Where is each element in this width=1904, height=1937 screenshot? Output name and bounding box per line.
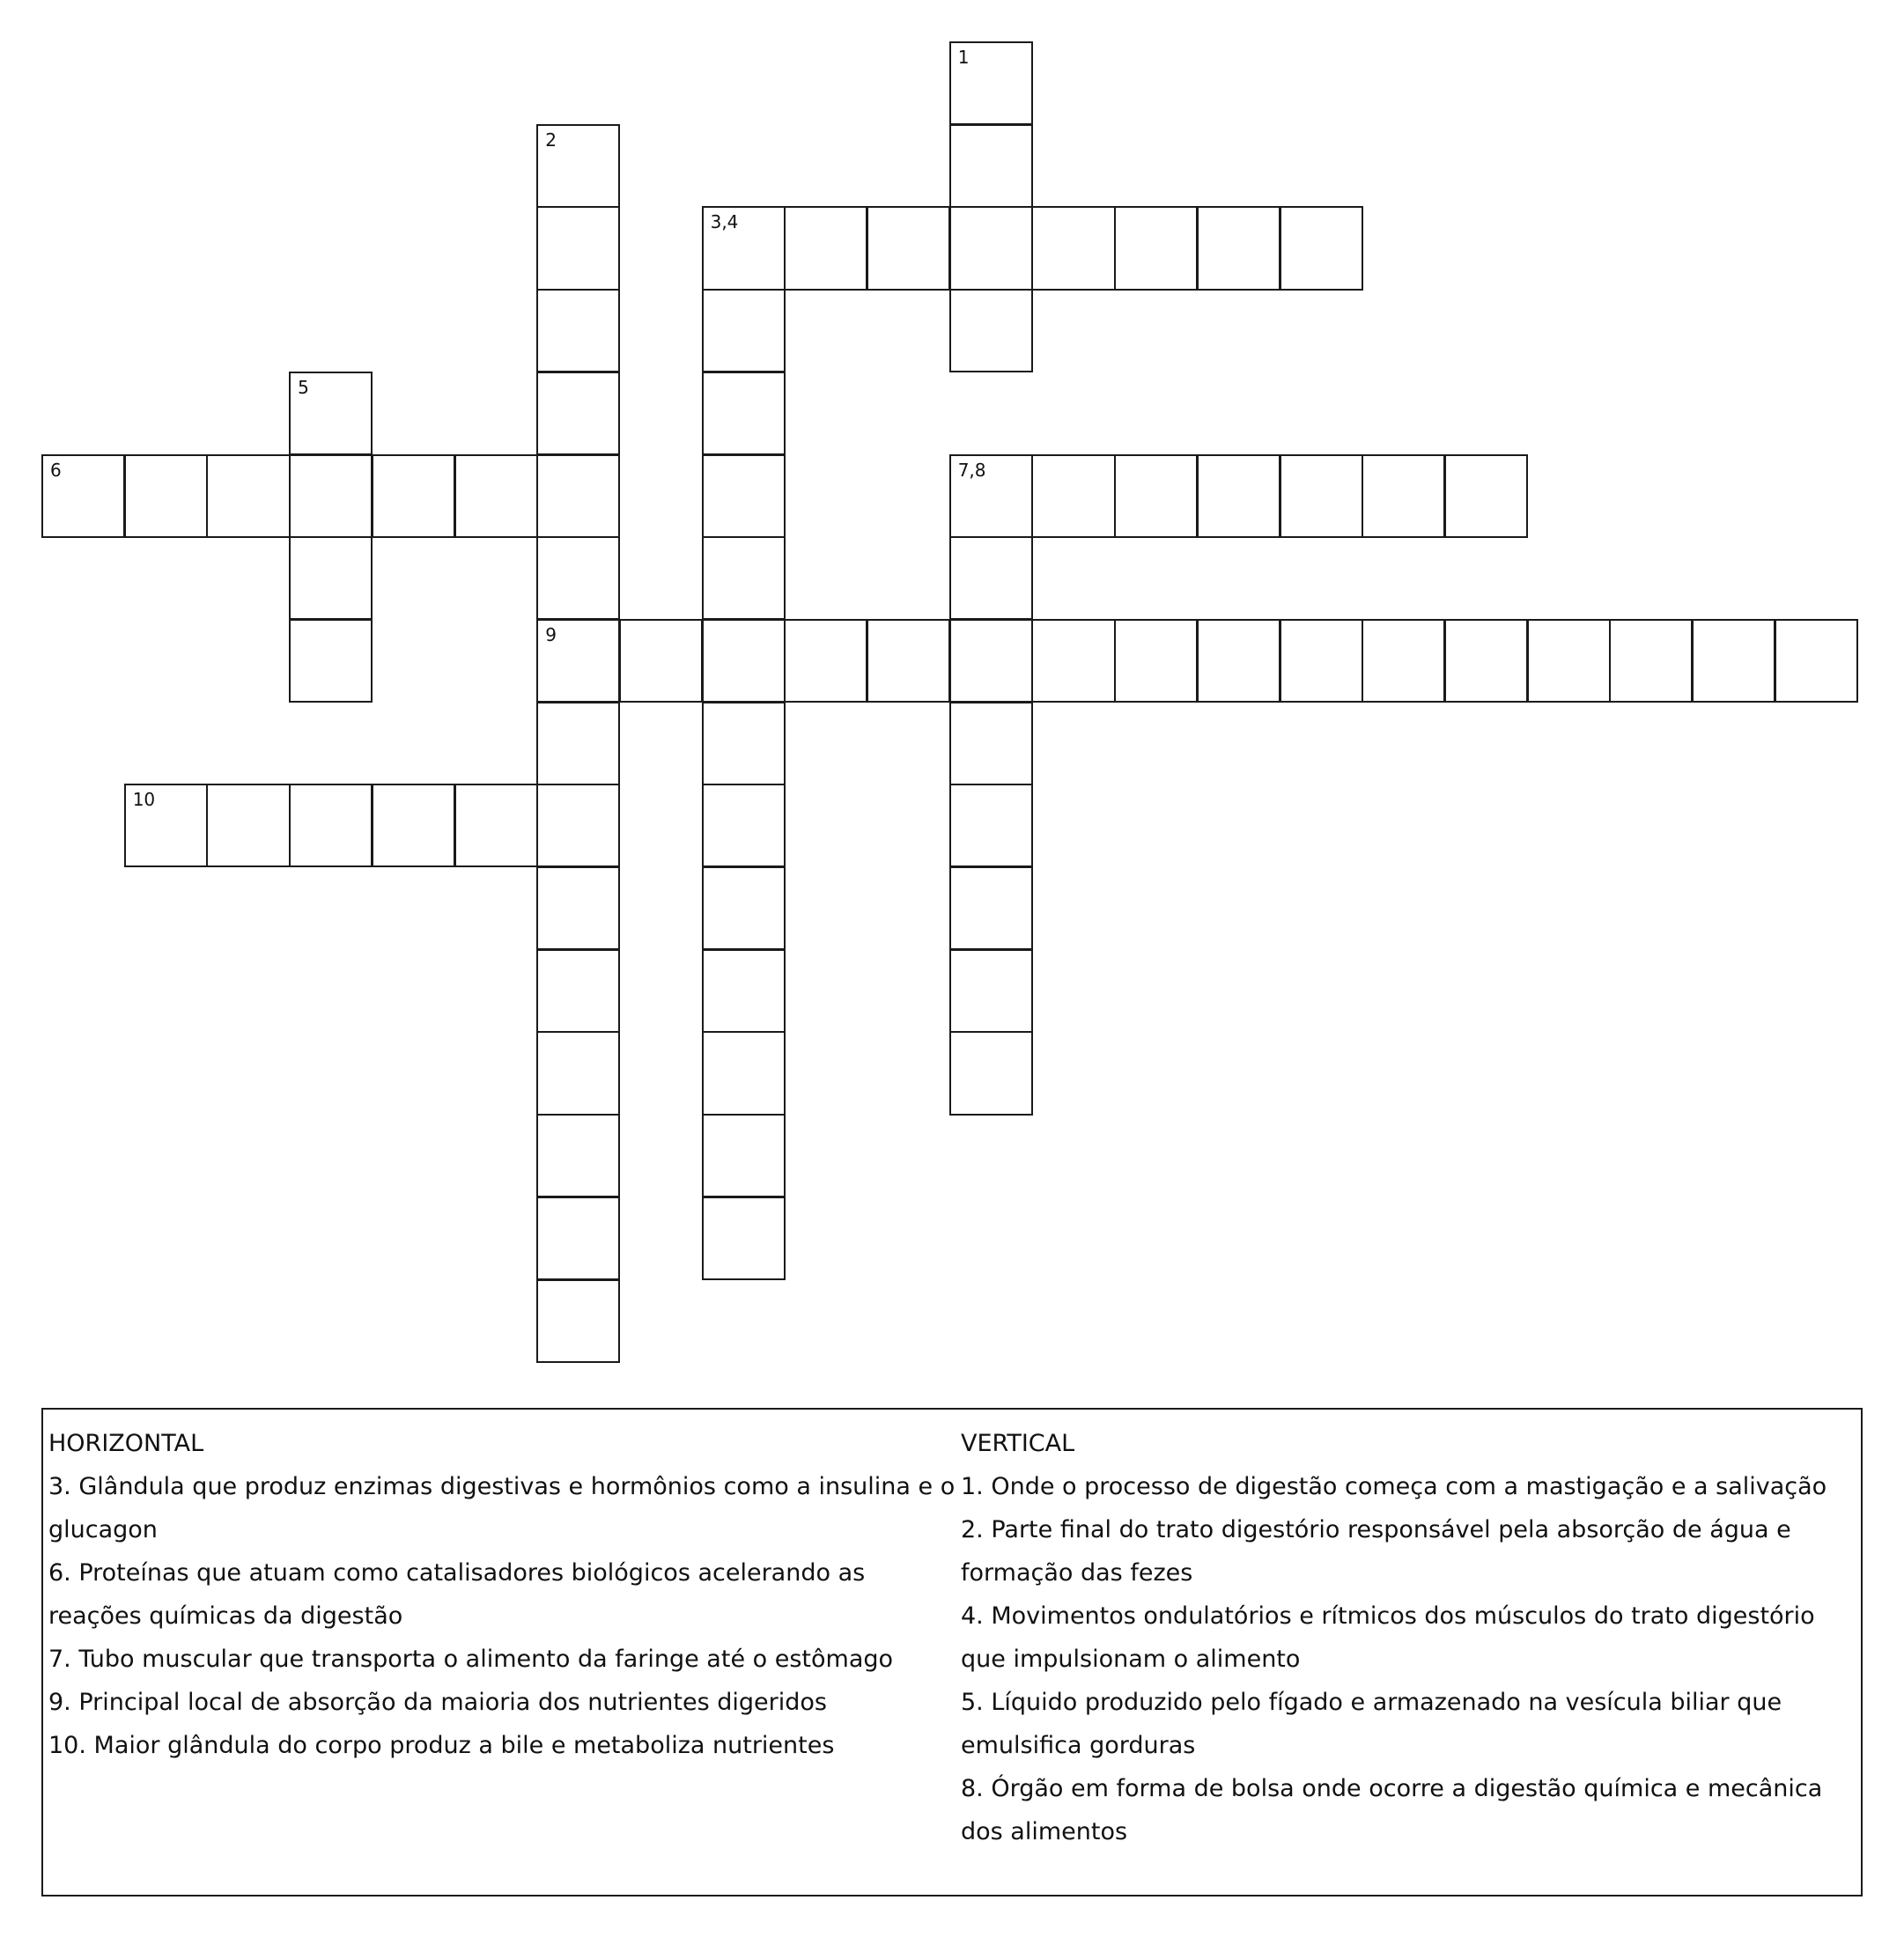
crossword-cell[interactable] — [206, 454, 290, 538]
crossword-cell[interactable] — [1362, 454, 1445, 538]
crossword-cell[interactable] — [702, 866, 786, 950]
crossword-cell[interactable] — [536, 866, 620, 950]
clue-number: 7,8 — [957, 459, 986, 481]
crossword-cell[interactable] — [289, 536, 373, 620]
clue-number: 9 — [545, 623, 557, 645]
crossword-cell[interactable] — [1444, 619, 1528, 703]
crossword-cell[interactable] — [702, 702, 786, 785]
clue-horizontal-7: 7. Tubo muscular que transporta o alimento da faringe até o estômago — [48, 1646, 894, 1673]
crossword-cell[interactable] — [702, 784, 786, 867]
horizontal-heading: HORIZONTAL — [48, 1430, 204, 1457]
clue-number: 2 — [545, 129, 557, 151]
crossword-cell[interactable] — [702, 1114, 786, 1197]
crossword-cell[interactable] — [536, 536, 620, 620]
clue-vertical-8: 8. Órgão em forma de bolsa onde ocorre a digestão química e mecânica dos alimentos — [961, 1775, 1823, 1845]
crossword-cell[interactable] — [702, 619, 786, 703]
clue-horizontal-9: 9. Principal local de absorção da maioria dos nutrientes digeridos — [48, 1689, 827, 1716]
clue-horizontal-3: 3. Glândula que produz enzimas digestivas e hormônios como a insulina e o glucagon — [48, 1473, 956, 1543]
crossword-cell[interactable] — [454, 454, 538, 538]
crossword-cell[interactable] — [454, 784, 538, 867]
crossword-cell[interactable] — [867, 619, 950, 703]
crossword-cell[interactable] — [289, 454, 373, 538]
crossword-cell[interactable] — [1031, 454, 1115, 538]
clue-number: 5 — [298, 376, 309, 398]
crossword-cell[interactable] — [1527, 619, 1611, 703]
horizontal-clues — [48, 1422, 956, 1767]
crossword-cell[interactable] — [702, 289, 786, 372]
crossword-cell[interactable] — [702, 536, 786, 620]
crossword-cell[interactable] — [536, 702, 620, 785]
crossword-cell[interactable] — [1280, 619, 1363, 703]
crossword-cell[interactable] — [289, 372, 373, 455]
crossword-cell[interactable] — [949, 619, 1033, 703]
crossword-cell[interactable] — [949, 784, 1033, 867]
clue-vertical-4: 4. Movimentos ondulatórios e rítmicos dos músculos do trato digestório que impulsionam o alimento — [961, 1602, 1815, 1673]
crossword-cell[interactable] — [536, 1197, 620, 1280]
clue-vertical-1: 1. Onde o processo de digestão começa com a mastigação e a salivação — [961, 1473, 1827, 1500]
crossword-cell[interactable] — [536, 1279, 620, 1363]
clue-vertical-5: 5. Líquido produzido pelo fígado e armazenado na vesícula biliar que emulsifica gorduras — [961, 1689, 1782, 1759]
crossword-cell[interactable] — [949, 289, 1033, 372]
crossword-cell[interactable] — [41, 454, 125, 538]
crossword-cell[interactable] — [702, 949, 786, 1033]
crossword-cell[interactable] — [949, 702, 1033, 785]
crossword-cell[interactable] — [784, 619, 867, 703]
clues-panel — [41, 1408, 1863, 1896]
crossword-cell[interactable] — [949, 206, 1033, 290]
clue-number: 3,4 — [710, 211, 739, 233]
crossword-cell[interactable] — [1444, 454, 1528, 538]
crossword-cell[interactable] — [536, 372, 620, 455]
crossword-cell[interactable] — [536, 949, 620, 1033]
crossword-cell[interactable] — [949, 536, 1033, 620]
crossword-cell[interactable] — [702, 1031, 786, 1115]
clue-number: 6 — [50, 459, 62, 481]
crossword-cell[interactable] — [536, 619, 620, 703]
crossword-cell[interactable] — [702, 206, 786, 290]
crossword-cell[interactable] — [206, 784, 290, 867]
crossword-cell[interactable] — [536, 124, 620, 208]
crossword-cell[interactable] — [536, 1031, 620, 1115]
clue-horizontal-10: 10. Maior glândula do corpo produz a bile e metaboliza nutrientes — [48, 1732, 835, 1759]
crossword-cell[interactable] — [1031, 619, 1115, 703]
crossword-cell[interactable] — [949, 949, 1033, 1033]
crossword-cell[interactable] — [536, 454, 620, 538]
crossword-cell[interactable] — [124, 784, 208, 867]
crossword-cell[interactable] — [949, 1031, 1033, 1115]
clue-number: 10 — [132, 789, 156, 811]
crossword-cell[interactable] — [949, 41, 1033, 125]
vertical-heading: VERTICAL — [961, 1430, 1075, 1457]
crossword-cell[interactable] — [1197, 454, 1280, 538]
crossword-cell[interactable] — [1609, 619, 1693, 703]
crossword-cell[interactable] — [949, 454, 1033, 538]
crossword-cell[interactable] — [867, 206, 950, 290]
crossword-cell[interactable] — [1280, 454, 1363, 538]
crossword-cell[interactable] — [784, 206, 867, 290]
crossword-cell[interactable] — [372, 454, 455, 538]
crossword-cell[interactable] — [1692, 619, 1775, 703]
crossword-cell[interactable] — [949, 866, 1033, 950]
crossword-cell[interactable] — [619, 619, 703, 703]
crossword-cell[interactable] — [289, 619, 373, 703]
crossword-cell[interactable] — [949, 124, 1033, 208]
crossword-cell[interactable] — [536, 289, 620, 372]
vertical-clues — [961, 1422, 1859, 1853]
crossword-cell[interactable] — [1114, 206, 1198, 290]
crossword-cell[interactable] — [1775, 619, 1858, 703]
clue-horizontal-6: 6. Proteínas que atuam como catalisadores biológicos acelerando as reações químicas da digestão — [48, 1559, 866, 1630]
crossword-cell[interactable] — [536, 1114, 620, 1197]
crossword-cell[interactable] — [536, 206, 620, 290]
crossword-cell[interactable] — [1362, 619, 1445, 703]
clue-vertical-2: 2. Parte final do trato digestório responsável pela absorção de água e formação das fezes — [961, 1516, 1791, 1587]
crossword-cell[interactable] — [124, 454, 208, 538]
crossword-cell[interactable] — [702, 1197, 786, 1280]
crossword-cell[interactable] — [1197, 619, 1280, 703]
crossword-cell[interactable] — [289, 784, 373, 867]
crossword-cell[interactable] — [702, 372, 786, 455]
crossword-cell[interactable] — [1280, 206, 1363, 290]
crossword-cell[interactable] — [1114, 619, 1198, 703]
crossword-cell[interactable] — [1114, 454, 1198, 538]
crossword-cell[interactable] — [536, 784, 620, 867]
crossword-cell[interactable] — [1197, 206, 1280, 290]
crossword-cell[interactable] — [702, 454, 786, 538]
crossword-cell[interactable] — [372, 784, 455, 867]
clue-number: 1 — [957, 47, 970, 68]
crossword-cell[interactable] — [1031, 206, 1115, 290]
